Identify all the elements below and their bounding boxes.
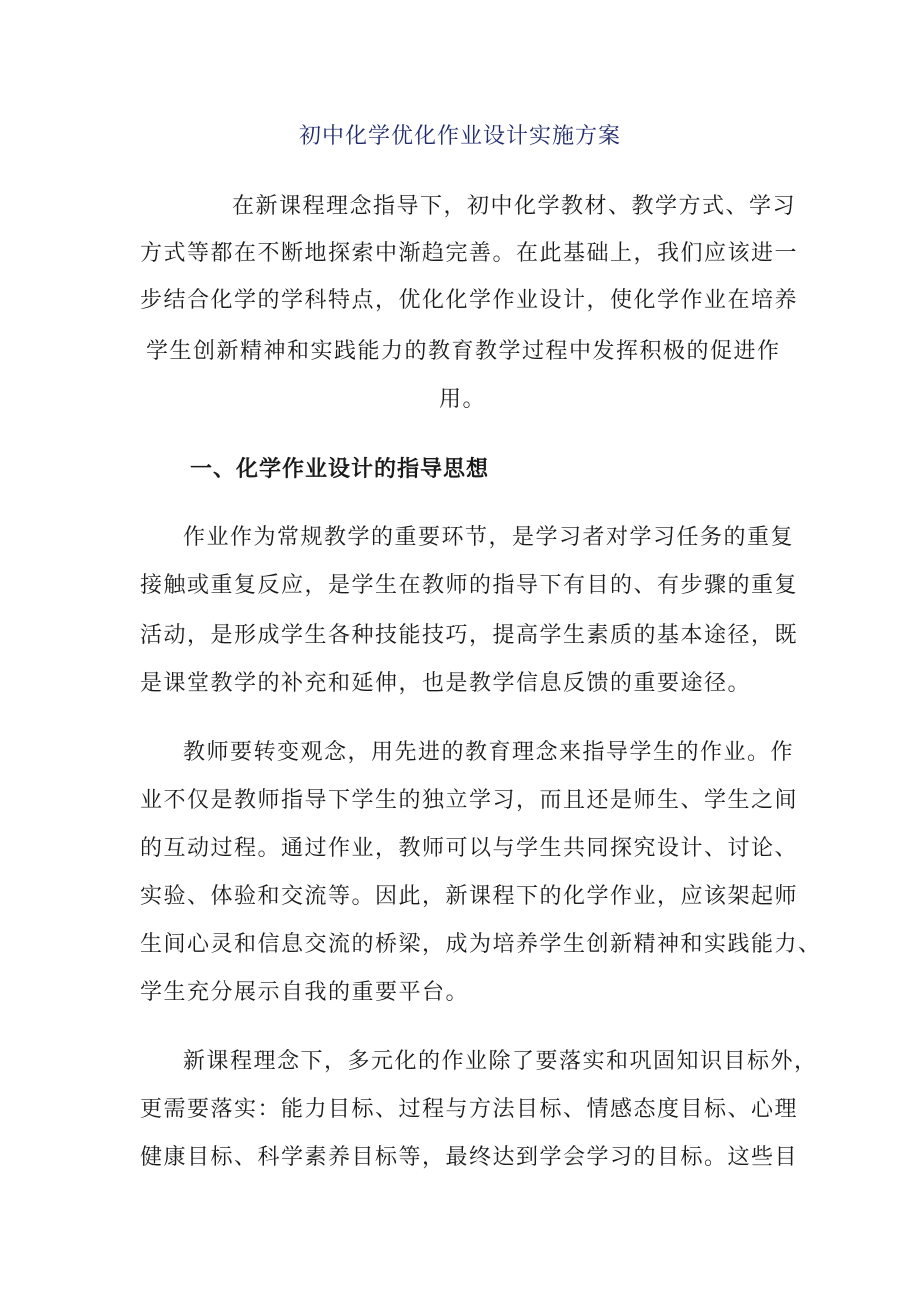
document-title: 初中化学优化作业设计实施方案	[298, 124, 621, 149]
paragraph-line: 业不仅是教师指导下学生的独立学习，而且还是师生、学生之间	[140, 788, 799, 813]
paragraph-line: 的互动过程。通过作业，教师可以与学生共同探究设计、讨论、	[140, 836, 799, 861]
paragraph-line: 学生充分展示自我的重要平台。	[140, 980, 470, 1005]
paragraph-line: 健康目标、科学素养目标等，最终达到学会学习的目标。这些目	[140, 1145, 799, 1170]
intro-line: 步结合化学的学科特点，优化化学作业设计，使化学作业在培养	[140, 288, 799, 313]
intro-line: 学生创新精神和实践能力的教育教学过程中发挥积极的促进作	[146, 339, 781, 364]
paragraph-line: 实验、体验和交流等。因此，新课程下的化学作业，应该架起师	[140, 884, 799, 909]
paragraph-line: 作业作为常规教学的重要环节，是学习者对学习任务的重复	[183, 525, 795, 550]
intro-line: 方式等都在不断地探索中渐趋完善。在此基础上，我们应该进一	[140, 241, 799, 266]
paragraph-line: 生间心灵和信息交流的桥梁，成为培养学生创新精神和实践能力、	[140, 932, 822, 957]
paragraph-line: 活动，是形成学生各种技能技巧，提高学生素质的基本途径，既	[140, 623, 799, 648]
paragraph-line: 接触或重复反应，是学生在教师的指导下有目的、有步骤的重复	[140, 573, 799, 598]
paragraph-line: 更需要落实：能力目标、过程与方法目标、情感态度目标、心理	[140, 1097, 799, 1122]
section-heading: 一、化学作业设计的指导思想	[190, 456, 490, 482]
intro-line: 用。	[439, 387, 487, 412]
paragraph-line: 教师要转变观念，用先进的教育理念来指导学生的作业。作	[183, 740, 795, 765]
paragraph-line: 是课堂教学的补充和延伸，也是教学信息反馈的重要途径。	[140, 671, 752, 696]
intro-line: 在新课程理念指导下，初中化学教材、教学方式、学习	[232, 194, 797, 219]
paragraph-line: 新课程理念下，多元化的作业除了要落实和巩固知识目标外，	[183, 1049, 818, 1074]
